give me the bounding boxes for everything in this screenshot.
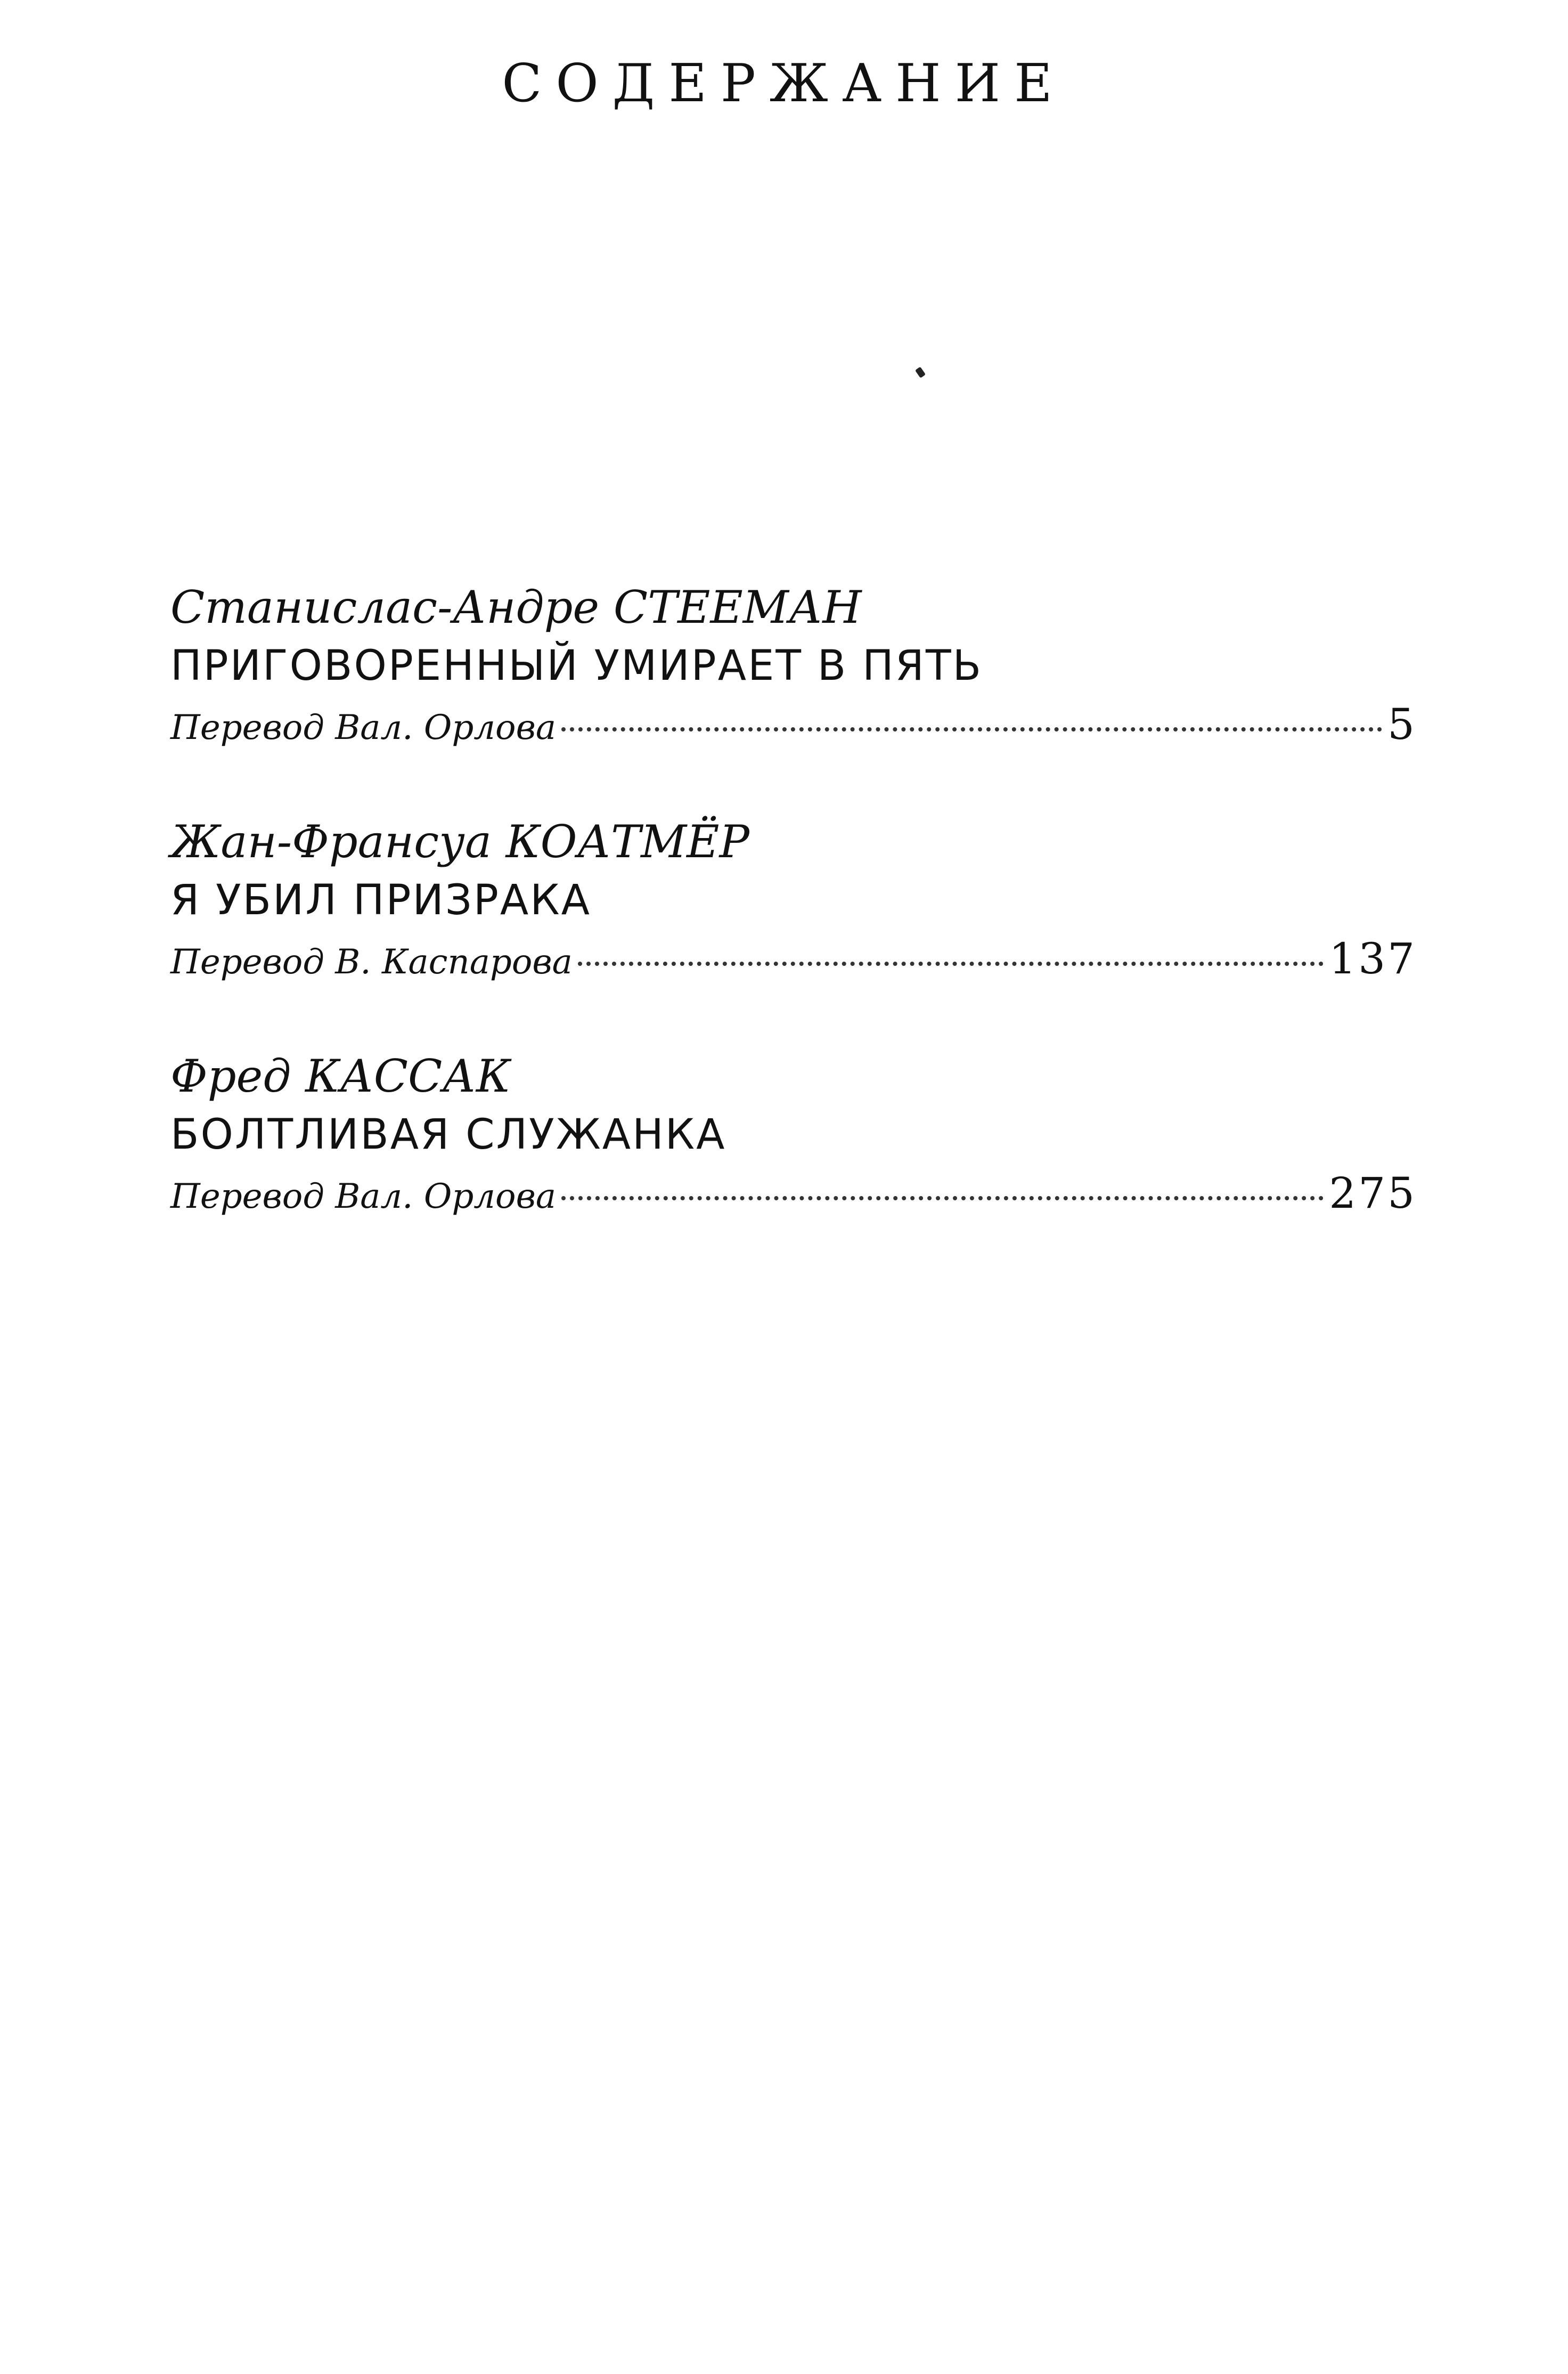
entry-title: Я УБИЛ ПРИЗРАКА: [170, 876, 591, 924]
entry-translator: Перевод Вал. Орлова: [170, 1177, 556, 1216]
entry-author: Фред КАССАК: [170, 1050, 511, 1102]
dot-leader: [561, 727, 1382, 731]
entry-translator-line: [170, 1164, 1417, 1223]
entry-page-number: 137: [1329, 934, 1417, 983]
entry-author: Жан-Франсуа КОАТМЁР: [170, 816, 749, 868]
ink-speck: [915, 367, 926, 378]
entry-translator-line: [170, 695, 1417, 754]
toc-entry: [170, 812, 1417, 988]
toc-entry: [170, 1047, 1417, 1223]
dot-leader: [578, 962, 1324, 966]
entry-title: ПРИГОВОРЕННЫЙ УМИРАЕТ В ПЯТЬ: [170, 642, 983, 690]
entry-translator-line: [170, 930, 1417, 988]
entry-translator: Перевод В. Каспарова: [170, 942, 573, 982]
entry-page-number: 275: [1329, 1168, 1417, 1218]
entry-title: БОЛТЛИВАЯ СЛУЖАНКА: [170, 1111, 726, 1159]
entry-translator: Перевод Вал. Орлова: [170, 708, 556, 747]
entry-page-number: 5: [1387, 700, 1417, 749]
page-title: СОДЕРЖАНИЕ: [502, 53, 1066, 114]
toc-entry: [170, 578, 1417, 754]
table-of-contents: [170, 578, 1417, 1281]
dot-leader: [561, 1196, 1324, 1200]
entry-author: Станислас-Андре СТЕЕМАН: [170, 581, 862, 633]
